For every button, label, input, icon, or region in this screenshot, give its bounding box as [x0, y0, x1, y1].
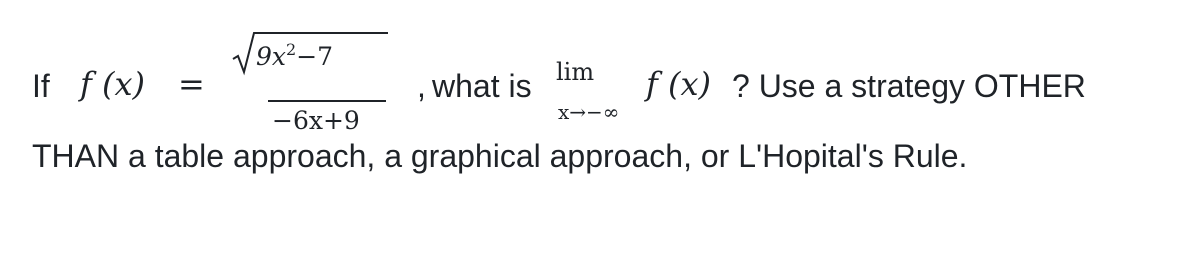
- limit-subscript: x→−∞: [558, 100, 620, 124]
- denominator: −6x+9: [272, 106, 360, 135]
- problem-statement: [32, 22, 1182, 174]
- fraction: [230, 22, 395, 142]
- square-root-icon: [232, 32, 256, 76]
- what-is-text: what is: [432, 68, 532, 104]
- fraction-bar: [268, 100, 386, 102]
- limit-word: lim: [556, 58, 595, 86]
- comma: ,: [417, 68, 426, 104]
- line-1-tail: ? Use a strategy OTHER: [732, 68, 1086, 104]
- equals-sign: =: [178, 65, 205, 103]
- radicand-base: 9x: [256, 42, 287, 71]
- limit-function: f (x): [646, 65, 712, 103]
- radicand-exponent: 2: [286, 40, 297, 59]
- radicand-tail: −7: [296, 42, 334, 71]
- problem-line-2: THAN a table approach, a graphical approach, or L'Hopital's Rule.: [32, 138, 968, 174]
- radicand: [256, 42, 333, 69]
- numerator: [230, 30, 395, 78]
- radical-bar: [254, 32, 388, 34]
- lead-text: If: [32, 68, 50, 104]
- problem-line-1: [32, 22, 1182, 142]
- limit-operator: [538, 52, 658, 132]
- function-lhs: f (x): [80, 65, 146, 103]
